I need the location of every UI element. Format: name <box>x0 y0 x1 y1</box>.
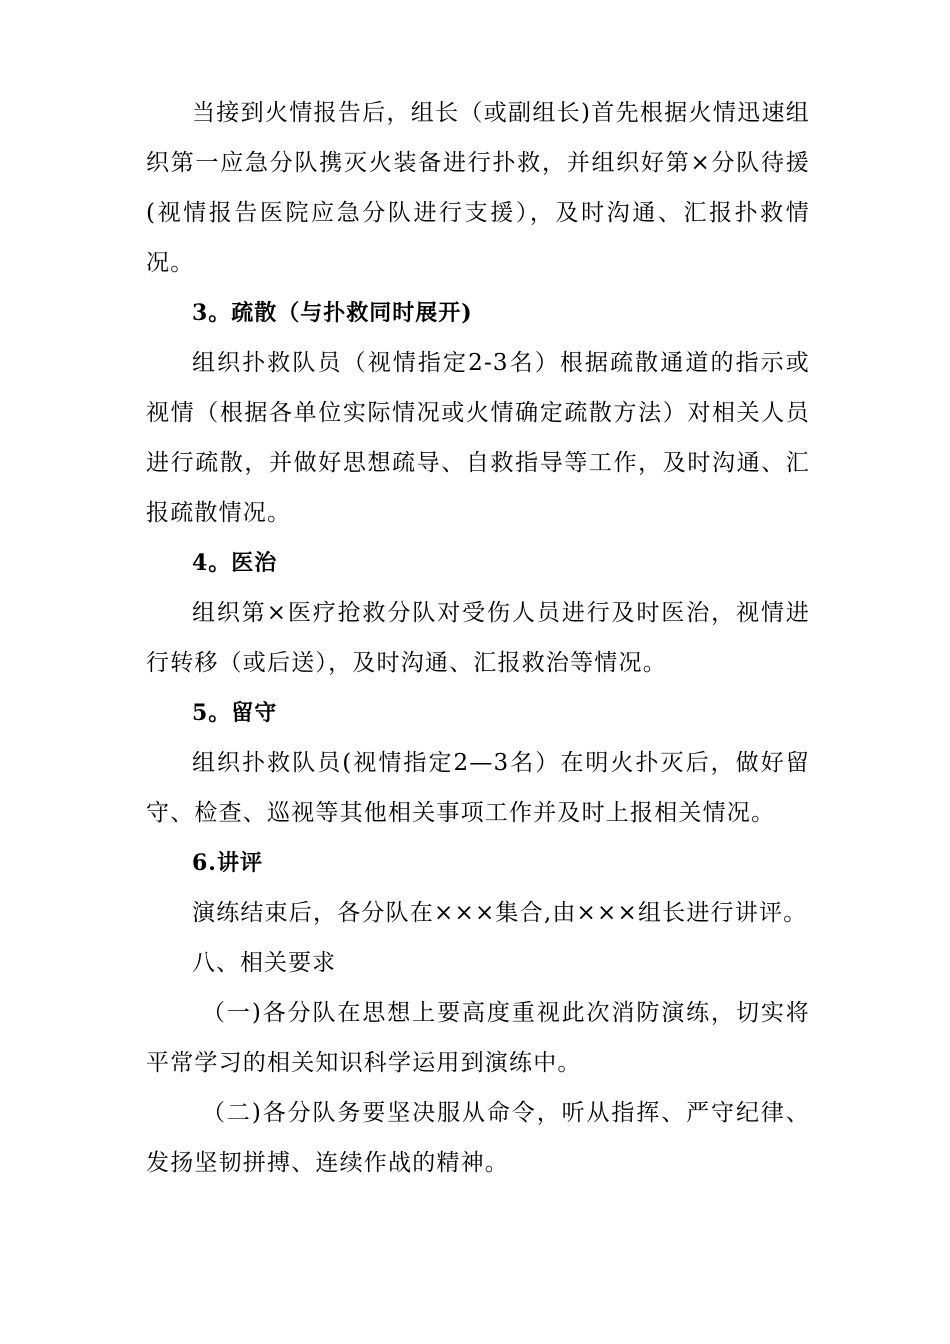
requirement-item-2: （二)各分队务要坚决服从命令，听从指挥、严守纪律、发扬坚韧拼搏、连续作战的精神。 <box>146 1100 810 1176</box>
heading-review: 6.讲评 <box>192 850 263 876</box>
paragraph-review: 演练结束后，各分队在×××集合,由×××组长进行讲评。 <box>192 900 808 926</box>
document-body <box>146 88 810 1188</box>
requirement-item-1: （一)各分队在思想上要高度重视此次消防演练，切实将平常学习的相关知识科学运用到演练中。 <box>146 1000 810 1076</box>
paragraph-medical: 组织第×医疗抢救分队对受伤人员进行及时医治，视情进行转移（或后送），及时沟通、汇报救治等情况。 <box>146 600 810 676</box>
heading-medical: 4。医治 <box>192 550 278 576</box>
heading-evacuation: 3。疏散（与扑救同时展开) <box>192 300 473 326</box>
section-requirements: 八、相关要求 <box>192 950 336 976</box>
paragraph-evacuation: 组织扑救队员（视情指定2-3名）根据疏散通道的指示或视情（根据各单位实际情况或火情确定疏散方法）对相关人员进行疏散，并做好思想疏导、自救指导等工作，及时沟通、汇报疏散情况。 <box>146 350 810 526</box>
heading-standby: 5。留守 <box>192 700 278 726</box>
paragraph-standby: 组织扑救队员(视情指定2—3名）在明火扑灭后，做好留守、检查、巡视等其他相关事项工作并及时上报相关情况。 <box>146 750 810 826</box>
paragraph-fire-fighting: 当接到火情报告后，组长（或副组长)首先根据火情迅速组织第一应急分队携灭火装备进行扑救，并组织好第×分队待援(视情报告医院应急分队进行支援），及时沟通、汇报扑救情况。 <box>146 100 810 276</box>
